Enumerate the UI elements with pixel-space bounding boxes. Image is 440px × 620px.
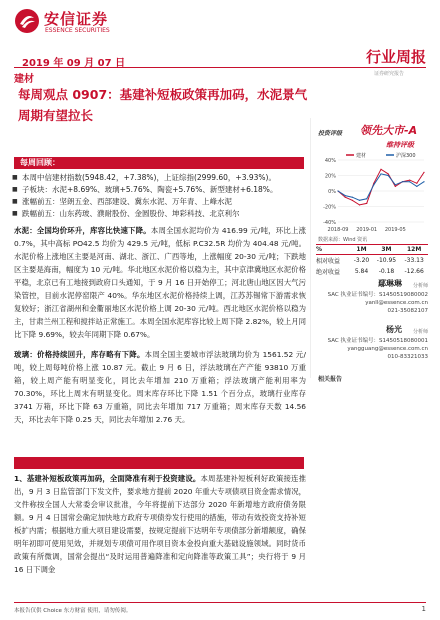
report-type: 行业周报 — [365, 48, 426, 66]
footer-disclaimer: 本报告仅供 Choice 东方财富 使用，请勿传阅。 — [14, 608, 132, 614]
analyst-cert: SAC 执业证书编号：S1450519080002 — [327, 292, 428, 298]
table-cell: -10.95 — [376, 257, 397, 264]
conclusion-bar — [14, 457, 304, 469]
conclusion-heading: 1、基建补短板政策再加码，全面降准有利于投资建设。 — [14, 474, 201, 483]
data-point — [395, 184, 396, 185]
x-tick-label: 2019-05 — [384, 227, 406, 233]
logo-english-name: ESSENCE SECURITIES — [45, 27, 110, 34]
analyst-email[interactable]: yangguang@essence.com.cn — [347, 346, 428, 352]
x-tick-label: 2019-01 — [356, 227, 378, 233]
review-bullet: ■ 本周中信建材指数(5948.42，+7.38%)，上证综指(2999.60，+3.93%)。 — [22, 172, 304, 184]
report-title: 每周观点 0907：基建补短板政策再加码，水泥景气周期有望拉长 — [18, 87, 308, 123]
data-point — [416, 186, 417, 187]
analyst-cert: SAC 执业证书编号：S1450518080001 — [327, 338, 428, 344]
logo-mark-icon — [14, 8, 40, 34]
footer — [14, 602, 426, 614]
analyst-name: 杨光 — [386, 325, 402, 334]
analyst-card — [318, 280, 428, 320]
analyst-card — [318, 326, 428, 366]
analyst-phone: 010-83321033 — [387, 354, 428, 360]
chart-source: 数据来源：Wind 资讯 — [318, 237, 368, 243]
chart-svg — [316, 150, 428, 234]
data-point — [409, 180, 410, 181]
table-cell: 相对收益 — [316, 258, 341, 265]
sector-label: 建材 — [14, 74, 34, 85]
data-point — [366, 203, 367, 204]
y-tick-label: 0% — [328, 189, 336, 195]
data-point — [380, 169, 381, 170]
review-bullet: ■ 子板块：水泥+8.69%、玻璃+5.76%、陶瓷+5.76%、新型建材+6.18%。 — [22, 184, 304, 196]
review-bullet: ■ 跌幅前五：山东药玻、濮耐股份、金圆股份、坤彩科技、北京利尔 — [22, 208, 304, 220]
cement-text: 本周全国水泥均价为 416.99 元/吨，环比上涨 0.7%，其中高标 PO42.5 均价为 429.5 元/吨，低标 P.C32.5R 均价为 404.48 元/吨。水泥价格上涨地区主要是河南、湖北、浙江、广西等地，上涨幅度 20-30 元/吨；下跌地区主要是海南，幅度为 10 元/吨。华北地区水泥价格以稳为主，其中京津冀地区水泥价格平稳，北京已有工地接到政府口头通知，于 9 月 16 日开始停工；河北唐山地区因大气污染管控，目前水泥停窑限产 40%。华东地区水泥价格持续上调，江苏苏锡常下游需求恢复较好；浙江省湖州和金衢丽地区水泥价格上调 20-30 元/吨。西北地区水泥价格以稳为主，甘肃兰州工程和搅拌站正常施工。本周全国水泥库容比较上周下降 2.82%，较上月同比下降 9.69%，较去年同期下降 0.67%。 — [14, 226, 306, 339]
performance-table — [316, 244, 428, 277]
table-cell: -0.18 — [378, 268, 395, 275]
legend-label: 沪深300 — [396, 153, 416, 159]
rating-label: 投资评级 — [318, 130, 343, 137]
table-cell: -12.66 — [404, 268, 424, 275]
data-point — [388, 175, 389, 176]
cement-paragraph — [14, 224, 306, 341]
report-date: 2019 年 09 月 07 日 — [22, 58, 126, 69]
review-heading: 每周回顾： — [14, 157, 304, 169]
analyst-name: 鄢琳琳 — [378, 279, 402, 288]
review-bullet: ■ 涨幅前五：坚朗五金、西部建设、冀东水泥、万年青、上峰水泥 — [22, 196, 304, 208]
rating-status: 维持评级 — [386, 141, 414, 149]
header-bar — [14, 48, 426, 69]
table-row — [316, 255, 428, 267]
data-point — [423, 181, 424, 182]
analyst-role: 分析师 — [412, 329, 428, 335]
table-header: 3M — [373, 245, 401, 255]
data-point — [337, 190, 338, 191]
table-cell: -3.20 — [353, 257, 370, 264]
data-point — [423, 172, 424, 173]
glass-paragraph — [14, 348, 306, 426]
table-header: 1M — [350, 245, 372, 255]
table-header: 12M — [400, 245, 428, 255]
table-header: % — [316, 245, 350, 255]
data-point — [402, 181, 403, 182]
page-number: 1 — [421, 605, 426, 613]
analyst-email[interactable]: yanll@essence.com.cn — [365, 300, 428, 306]
y-tick-label: -40% — [323, 220, 336, 226]
rating-value: 领先大市-A — [360, 124, 418, 137]
report-subtitle: 证券研究报告 — [374, 71, 405, 77]
data-point — [345, 197, 346, 198]
conclusion-text: 本周基建补短板利好政策接连推出，9 月 3 日监管部门下发文件，要求地方提前 2020 年重大专项债项目资金需求情况，文件称按全国人大常委会审议批准，今年将提前下达部分 2020 年新增地方政府债务限额。9 月 4 日国常会确定加快地方政府专项债券发行使用的措施，带动有效投资支持补短板扩内需；根据地方重大项目建设需要，按规定提前下达明年专项债部分新增额度，确保明年初即可使用见效，并规划专项债可用作项目资本金投向重大基础设施领域。同时货币政策有所微调，国常会提出“及时运用普遍降准和定向降准等政策工具”；央行将于 9 月 16 日下调金 — [14, 474, 306, 574]
cement-heading: 水泥：全国均价环升，库容比快速下降。 — [14, 226, 151, 235]
data-point — [395, 186, 396, 187]
y-tick-label: -20% — [323, 204, 336, 211]
table-row — [316, 266, 428, 277]
logo-chinese-name: 安信证券 — [44, 10, 109, 28]
brand-logo — [14, 6, 134, 38]
x-tick-label: 2018-09 — [327, 227, 349, 233]
performance-chart — [316, 150, 428, 234]
data-point — [345, 195, 346, 196]
data-point — [366, 198, 367, 199]
glass-heading: 玻璃：价格持续回升，库存略有下降。 — [14, 350, 145, 359]
table-cell: -33.13 — [404, 257, 424, 264]
legend-label: 建材 — [356, 153, 367, 159]
column-divider — [310, 118, 311, 378]
data-point — [380, 173, 381, 174]
glass-text: 本周全国主要城市浮法玻璃均价为 1561.52 元/吨，较上周每吨价格上涨 10.87 元。截止 9 月 6 日，浮法玻璃在产产能 93810 万重箱，较上周产能有明显变化，同比去年增加 210 万重箱；浮法玻璃产能利用率为 70.30%，环比上周末有明显变化。周末库存环比下降 1.51 个百分点，玻璃行业库存 3741 万箱，环比下降 63 万重箱，同比去年增加 717 万重箱；周末库存天数 14.56 天，环比去年下降 0.25 天，同比去年增加 2.76 天。 — [14, 350, 306, 424]
data-point — [359, 200, 360, 201]
data-point — [373, 184, 374, 185]
conclusion-paragraph — [14, 472, 306, 576]
y-tick-label: 40% — [324, 158, 336, 164]
analyst-phone: 021-35082107 — [387, 308, 428, 314]
data-point — [409, 181, 410, 182]
data-point — [388, 173, 389, 174]
table-cell: 绝对收益 — [316, 269, 341, 276]
table-cell: 5.84 — [354, 268, 369, 275]
data-point — [352, 197, 353, 198]
data-point — [359, 204, 360, 205]
series-line — [338, 174, 424, 200]
analyst-role: 分析师 — [412, 283, 428, 289]
related-reports-heading: 相关报告 — [318, 376, 343, 383]
data-point — [352, 200, 353, 201]
y-tick-label: 20% — [324, 173, 336, 180]
data-point — [416, 183, 417, 184]
